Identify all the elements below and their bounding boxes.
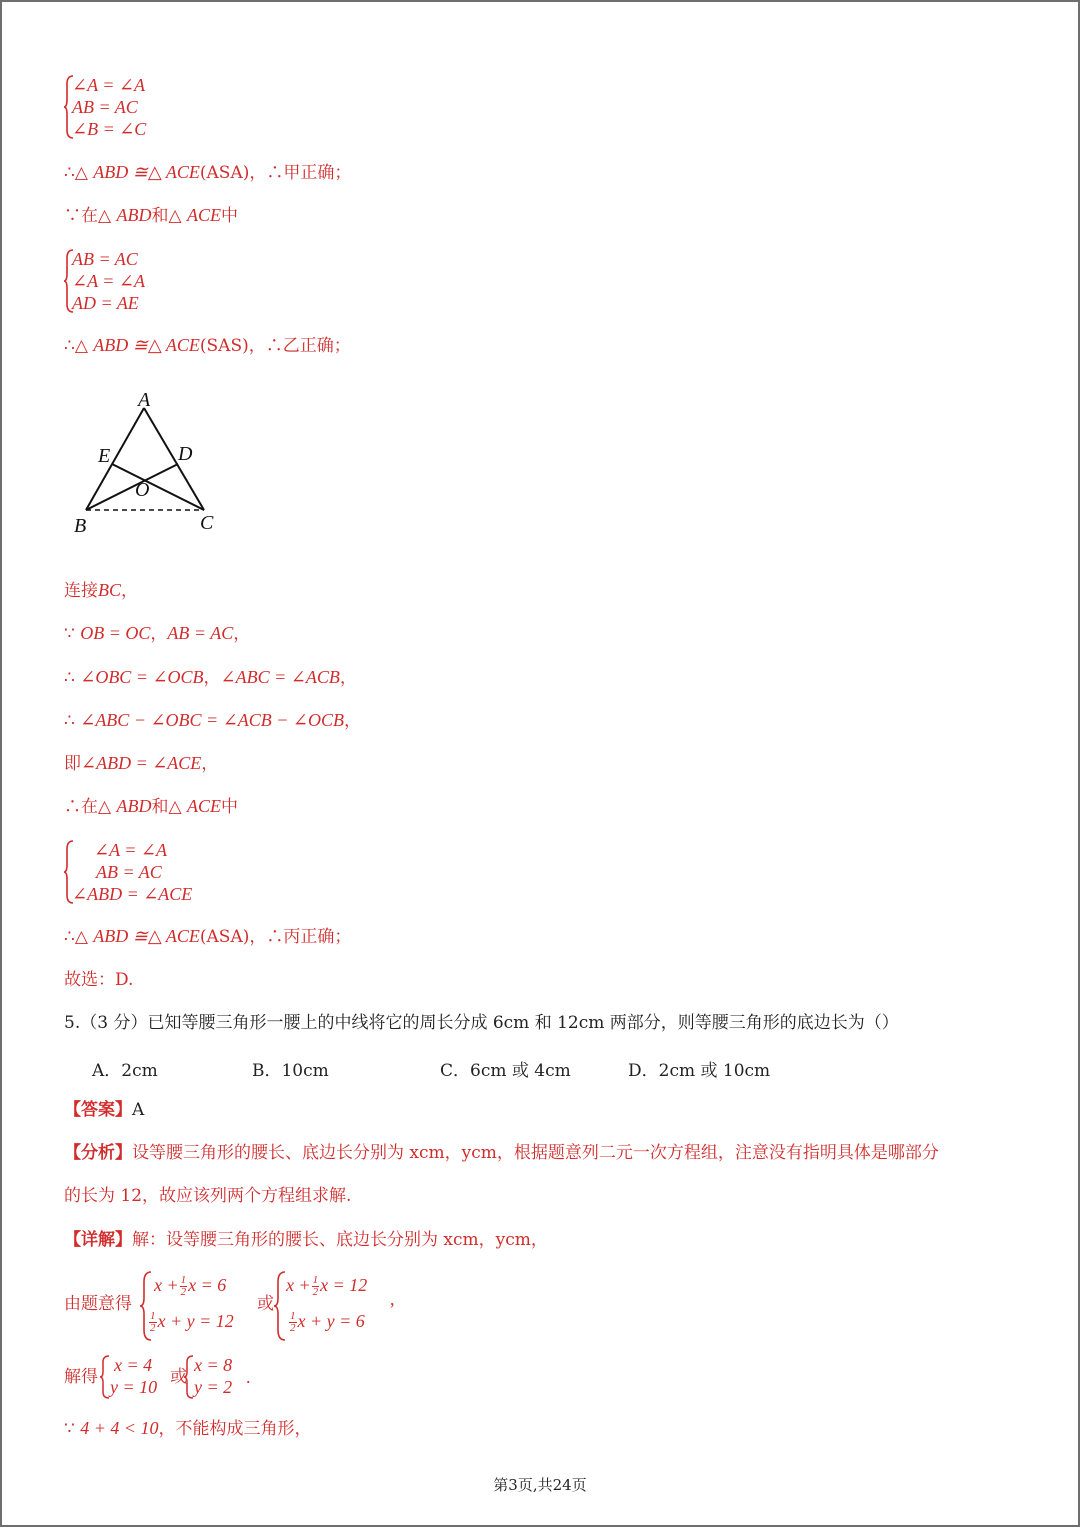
option-a: A．2cm <box>92 1061 158 1081</box>
system-row: ∠ABD = ∠ACE <box>72 884 193 904</box>
system-row: AD = AE <box>72 293 139 313</box>
label-o: O <box>135 479 150 501</box>
conclusion-line: ∴△ ABD ≅△ ACE(ASA)，∴甲正确； <box>64 162 352 183</box>
system-row: ∠A = ∠A <box>72 271 145 291</box>
analysis-line: 【分析】设等腰三角形的腰长、底边长分别为 xcm，ycm，根据题意列二元一次方程组，注意没有指明具体是哪部分 <box>64 1143 939 1163</box>
or-text: 或 <box>257 1294 274 1314</box>
question-5: 5.（3 分）已知等腰三角形一腰上的中线将它的周长分成 6cm 和 12cm 两部分，则等腰三角形的底边长为（） <box>64 1013 899 1033</box>
solution-system-1: x = 4 y = 10 <box>100 1354 172 1400</box>
option-c: C．6cm 或 4cm <box>440 1061 571 1081</box>
system-row: AB = AC <box>72 97 138 117</box>
equation-system-2 <box>64 248 184 318</box>
label-e: E <box>98 445 111 467</box>
label-b: B <box>74 515 87 537</box>
conclusion-line: ∴△ ABD ≅△ ACE(ASA)，∴丙正确； <box>64 926 352 947</box>
conclusion-line: ∴△ ABD ≅△ ACE(SAS)，∴乙正确； <box>64 335 351 356</box>
reason-line: ∵ OB = OC，AB = AC， <box>64 623 251 644</box>
equation-intro: 由题意得 <box>64 1294 132 1314</box>
choice-line: 故选：D. <box>64 970 134 990</box>
equation-system-4: x + $\frac{1}{2}$ x = 6 $\frac{1}{2}$ x + y = 12 <box>140 1270 260 1342</box>
solve-intro: 解得 <box>64 1367 98 1387</box>
reason-line: ∴ ∠ABC − ∠OBC = ∠ACB − ∠OCB， <box>64 710 361 731</box>
connect-line: 连接BC， <box>64 580 139 601</box>
given-line: ∴在△ ABD和△ ACE中 <box>64 796 238 817</box>
label-c: C <box>200 512 214 534</box>
system-row: ∠A = ∠A <box>72 75 145 95</box>
reason-line: ∴ ∠OBC = ∠OCB，∠ABC = ∠ACB， <box>64 667 357 688</box>
triangle-figure <box>66 386 236 546</box>
or-text: 或 <box>170 1367 187 1387</box>
label-a: A <box>138 389 151 411</box>
final-line: ∵ 4 + 4 < 10，不能构成三角形， <box>64 1418 312 1439</box>
detail-line: 【详解】解：设等腰三角形的腰长、底边长分别为 xcm，ycm， <box>64 1230 548 1250</box>
equation-system-1 <box>64 74 184 144</box>
reason-line: 即∠ABD = ∠ACE， <box>64 753 219 774</box>
page-footer: 第3页,共24页 <box>493 1476 587 1494</box>
system-row: AB = AC <box>72 249 138 269</box>
given-line: ∵在△ ABD和△ ACE中 <box>64 205 238 226</box>
analysis-line-2: 的长为 12，故应该列两个方程组求解. <box>64 1186 352 1206</box>
system-row: ∠B = ∠C <box>72 119 147 139</box>
option-b: B．10cm <box>252 1061 329 1081</box>
equation-system-3 <box>64 839 224 909</box>
option-d: D．2cm 或 10cm <box>628 1061 771 1081</box>
answer-line: 【答案】A <box>64 1100 145 1120</box>
system-row: AB = AC <box>96 862 162 882</box>
label-d: D <box>178 443 193 465</box>
system-row: ∠A = ∠A <box>94 840 167 860</box>
solution-system-2: x = 8 y = 2 . <box>184 1354 256 1400</box>
equation-system-5: x + $\frac{1}{2}$ x = 12 $\frac{1}{2}$ x + y = 6 , <box>274 1270 399 1342</box>
